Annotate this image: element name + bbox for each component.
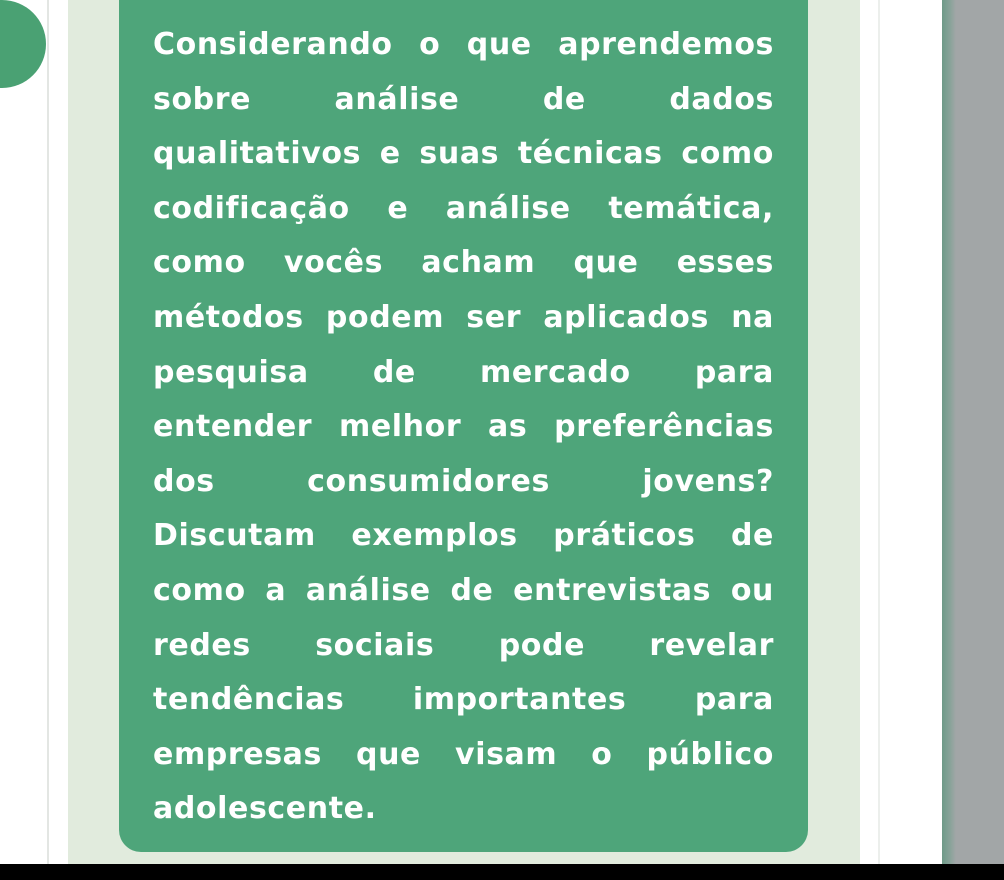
message-text: Considerando o que aprendemos sobre análise de dados qualitativos e suas técnicas como codificação e análise temática, como vocês acham que esses métodos podem ser aplicados na pesquisa de mercado para entender melhor as preferências dos consumidores jovens? Discutam exemplos práticos de como a análise de entrevistas ou redes sociais pode revelar tendências importantes para empresas que visam o público adolescente. [153, 27, 774, 827]
bottom-edge-bar [0, 864, 1004, 880]
message-bubble[interactable] [119, 0, 808, 852]
avatar[interactable] [0, 0, 46, 88]
left-divider [47, 0, 49, 880]
chat-thread-border [878, 0, 880, 864]
scrollbar-thumb[interactable] [942, 0, 956, 864]
